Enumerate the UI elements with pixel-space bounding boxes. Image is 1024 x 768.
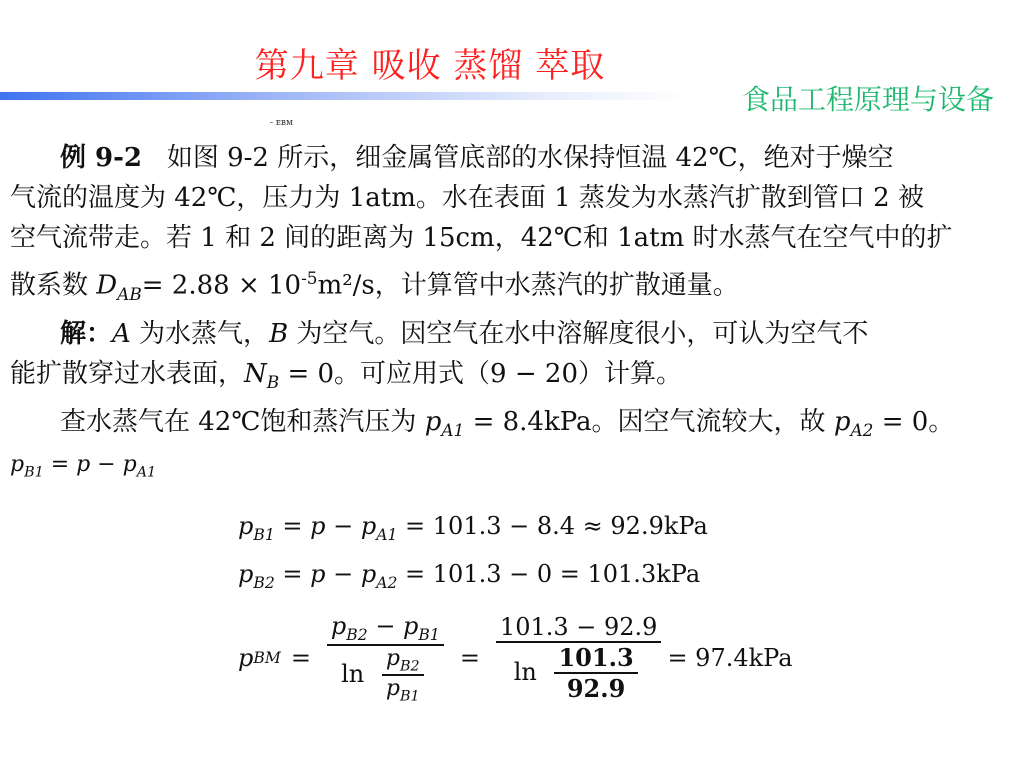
fraction-log-mean-numeric: 101.3 − 92.9 ln $\frac{101.3}{92.9}$ (496, 613, 662, 703)
example-line-4: 散系数 $D_{AB}= 2.88 \times 10^{-5}m^2/s$，计算管中水蒸汽的扩散通量。 (10, 268, 739, 304)
pbm-result: = 97.4kPa (667, 644, 793, 673)
scan-artifact: - ᴇʙᴍ (270, 118, 293, 128)
example-body (10, 138, 1000, 488)
equation-pb1: $p_{B1} = p - p_{A1} = 101.3 - 8.4 \approx 92.9kPa$ (238, 512, 708, 544)
example-line-1: 例 9-2 如图 9-2 所示，细金属管底部的水保持恒温 42℃，绝对于燥空 (60, 143, 894, 173)
solution-line-2: 能扩散穿过水表面，$N_B = 0$。可应用式（9 − 20）计算。 (10, 358, 682, 393)
equation-pbm: p BM = $p_{B2} - p_{B1}$ ln $\frac{p_{B2}}{p_{B1}}$ = 101.3 − 92.9 ln $\frac{101.3}{92.9}$ = 97.4kPa (238, 612, 793, 705)
equation-pb2: $p_{B2} = p - p_{A2} = 101.3 - 0 = 101.3kPa$ (238, 560, 701, 592)
solution-line-4: $p_{B1} = p - p_{A1}$ (10, 452, 157, 481)
course-title: 食品工程原理与设备 (741, 83, 994, 116)
example-label: 例 9-2 (60, 143, 143, 173)
chapter-title: 第九章 吸收 蒸馏 萃取 (254, 46, 606, 86)
solution-label: 解： (60, 318, 113, 349)
solution-line-3: 查水蒸气在 42℃饱和蒸汽压为 $p_{A1} = 8.4kPa$。因空气流较大，故 $p_{A2} = 0$。 (60, 407, 955, 441)
header-gradient-bar (0, 92, 690, 100)
example-line-2: 气流的温度为 42℃，压力为 1atm。水在表面 1 蒸发为水蒸汽扩散到管口 2 被 (10, 183, 924, 213)
solution-line-1: 解：A 为水蒸气，B 为空气。因空气在水中溶解度很小，可认为空气不 (60, 318, 869, 349)
example-line-3: 空气流带走。若 1 和 2 间的距离为 15cm，42℃和 1atm 时水蒸气在空气中的扩 (10, 223, 953, 253)
fraction-log-mean: $p_{B2} - p_{B1}$ ln $\frac{p_{B2}}{p_{B1}}$ (327, 612, 444, 705)
